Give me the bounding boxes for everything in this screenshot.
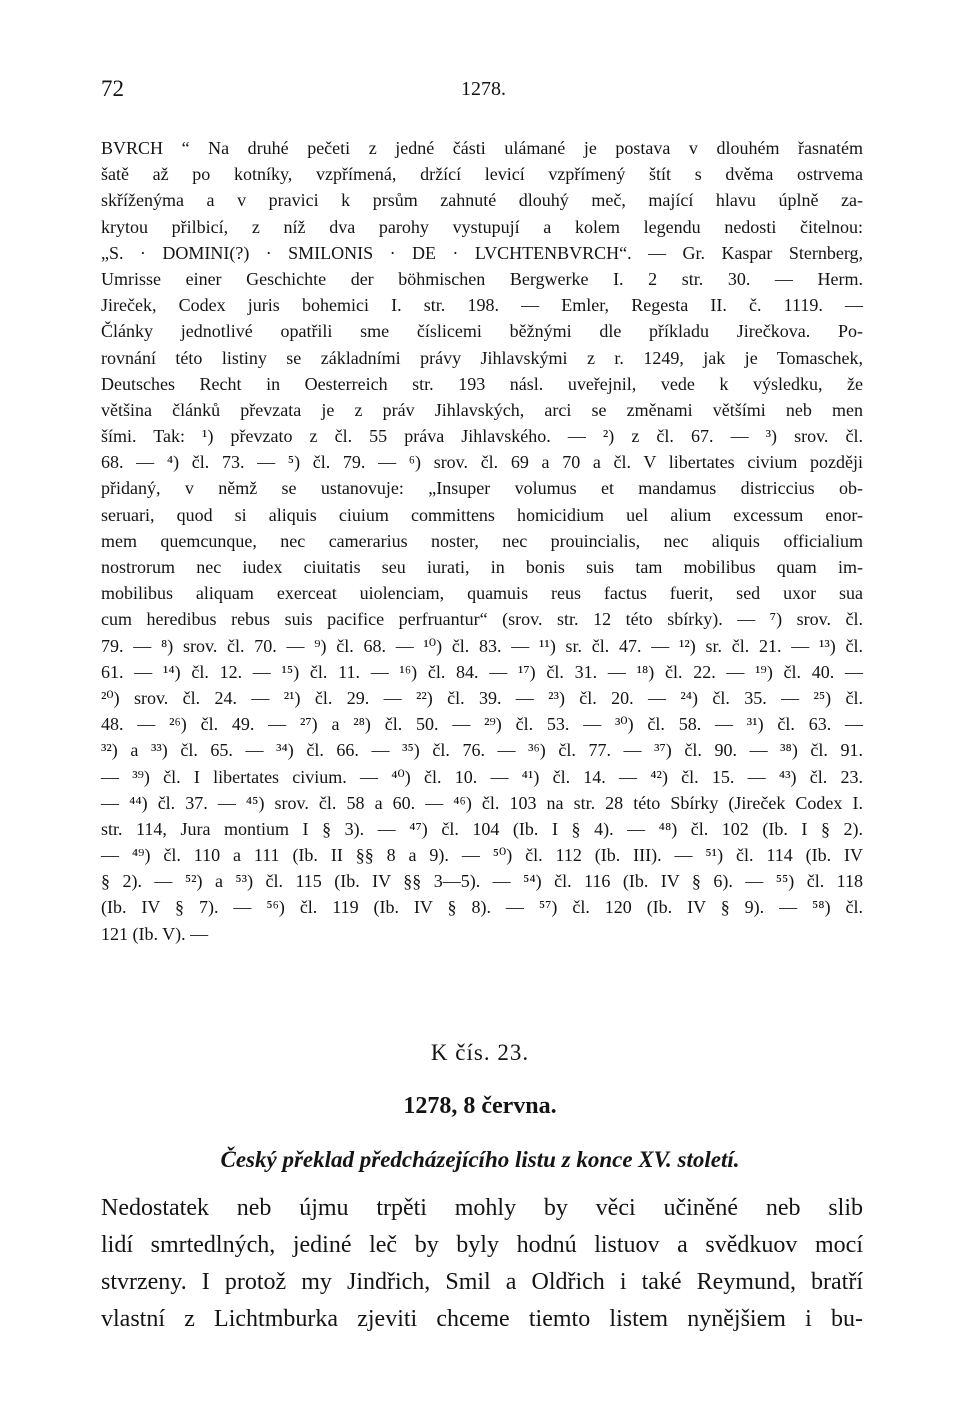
page-header-year: 1278.	[461, 78, 506, 100]
note-line: Deutsches Recht in Oesterreich str. 193 násl. uveřejnil, vede k výsledku, že	[101, 373, 863, 394]
footnotes-block	[101, 135, 863, 947]
note-line: mobilibus aliquam exerceat uiolenciam, quamuis reus factus fuerit, sed uxor sua	[101, 583, 863, 604]
note-line: ²⁰) srov. čl. 24. — ²¹) čl. 29. — ²²) čl. 39. — ²³) čl. 20. — ²⁴) čl. 35. — ²⁵) čl.	[101, 687, 863, 708]
note-line: většina článků převzata je z práv Jihlavských, arci se změnami většími neb men	[101, 399, 863, 420]
note-line: skřížen‌ýma a v pravici k prsům zahnuté dlouhý meč, mající hlavu úplně za-	[101, 190, 863, 211]
note-line: — ⁴⁹) čl. 110 a 111 (Ib. II §§ 8 a 9). — ⁵⁰) čl. 112 (Ib. III). — ⁵¹) čl. 114 (Ib. IV	[101, 845, 863, 866]
note-line: 121 (Ib. V). —	[101, 923, 209, 944]
document-body	[101, 1190, 863, 1338]
note-line: přidaný, v němž se ustanovuje: „Insuper volumus et mandamus districcius ob-	[101, 478, 863, 499]
note-line: 48. — ²⁶) čl. 49. — ²⁷) a ²⁸) čl. 50. — ²⁹) čl. 53. — ³⁰) čl. 58. — ³¹) čl. 63. —	[101, 714, 863, 735]
body-line: lidí smrtedlných, jediné leč by byly hodnú listuov a svědkuov mocí	[101, 1232, 863, 1258]
note-line: (Ib. IV § 7). — ⁵⁶) čl. 119 (Ib. IV § 8). — ⁵⁷) čl. 120 (Ib. IV § 9). — ⁵⁸) čl.	[101, 897, 863, 918]
body-line: vlastní z Lichtmburka zjeviti chceme tiemto listem nynějšiem i bu-	[101, 1306, 863, 1332]
note-line: seruari, quod si aliquis ciuium committens homicidium uel alium excessum enor-	[101, 504, 863, 525]
note-line: § 2). — ⁵²) a ⁵³) čl. 115 (Ib. IV §§ 3—5). — ⁵⁴) čl. 116 (Ib. IV § 6). — ⁵⁵) čl. 118	[101, 871, 863, 892]
note-line: cum heredibus rebus suis pacifice perfruantur“ (srov. str. 12 této sbírky). — ⁷) srov. čl.	[101, 609, 863, 630]
note-line: Umrisse einer Geschichte der böhmischen Bergwerke I. 2 str. 30. — Herm.	[101, 268, 863, 289]
note-line: Články jednotlivé opatřili sme číslicemi běžnými dle příkladu Jirečkova. Po-	[101, 321, 863, 342]
body-line: Nedostatek neb újmu trpěti mohly by věci učiněné neb slib	[101, 1195, 863, 1221]
note-line: — ⁴⁴) čl. 37. — ⁴⁵) srov. čl. 58 a 60. — ⁴⁶) čl. 103 na str. 28 této Sbírky (Jireček Codex I.	[101, 792, 863, 813]
note-line: Jireček, Codex juris bohemici I. str. 198. — Emler, Regesta II. č. 1119. —	[101, 295, 863, 316]
note-line: 79. — ⁸) srov. čl. 70. — ⁹) čl. 68. — ¹⁰) čl. 83. — ¹¹) sr. čl. 47. — ¹²) sr. čl. 21. — ¹³) čl.	[101, 635, 863, 656]
document-date: 1278, 8 června.	[403, 1093, 557, 1119]
note-line: 61. — ¹⁴) čl. 12. — ¹⁵) čl. 11. — ¹⁶) čl. 84. — ¹⁷) čl. 31. — ¹⁸) čl. 22. — ¹⁹) čl. 40. —	[101, 661, 863, 682]
page-number: 72	[101, 76, 124, 101]
note-line: BVRCH “ Na druhé pečeti z jedné části ulámané je postava v dlouhém řasnatém	[101, 138, 863, 158]
body-line: stvrzeny. I protož my Jindřich, Smil a Oldřich i také Reymund, bratří	[101, 1269, 863, 1295]
document-number: K čís. 23.	[430, 1040, 530, 1065]
note-line: nostrorum nec iudex ciuitatis seu iurati, in bonis suis tam mobilibus quam im-	[101, 557, 863, 577]
note-line: krytou přilbicí, z níž dva parohy vystupují a kolem legendu nedosti čitelnou:	[101, 216, 863, 237]
note-line: 68. — ⁴) čl. 73. — ⁵) čl. 79. — ⁶) srov. čl. 69 a 70 a čl. V libertates civium později	[101, 452, 863, 473]
note-line: „S. · DOMINI(?) · SMILONIS · DE · LVCHTENBVRCH“. — Gr. Kaspar Sternberg,	[101, 242, 863, 263]
note-line: šími. Tak: ¹) převzato z čl. 55 práva Jihlavského. — ²) z čl. 67. — ³) srov. čl.	[101, 426, 863, 447]
note-line: ³²) a ³³) čl. 65. — ³⁴) čl. 66. — ³⁵) čl. 76. — ³⁶) čl. 77. — ³⁷) čl. 90. — ³⁸) čl. 91.	[101, 740, 863, 761]
note-line: rovnání této listiny se základními právy Jihlavskými z r. 1249, jak je Tomaschek,	[101, 347, 863, 368]
note-line: mem quemcunque, nec camerarius noster, nec prouincialis, nec aliquis officialium	[101, 530, 863, 551]
document-subtitle: Český překlad předcházejícího listu z konce XV. století.	[220, 1147, 740, 1172]
note-line: šatě až po kotníky, vzpřímená, držící levicí vzpřímený štít s dvěma ostrvema	[101, 164, 863, 185]
note-line: — ³⁹) čl. I libertates civium. — ⁴⁰) čl. 10. — ⁴¹) čl. 14. — ⁴²) čl. 15. — ⁴³) čl. 23.	[101, 766, 863, 787]
note-line: str. 114, Jura montium I § 3). — ⁴⁷) čl. 104 (Ib. I § 4). — ⁴⁸) čl. 102 (Ib. I § 2).	[101, 818, 863, 839]
